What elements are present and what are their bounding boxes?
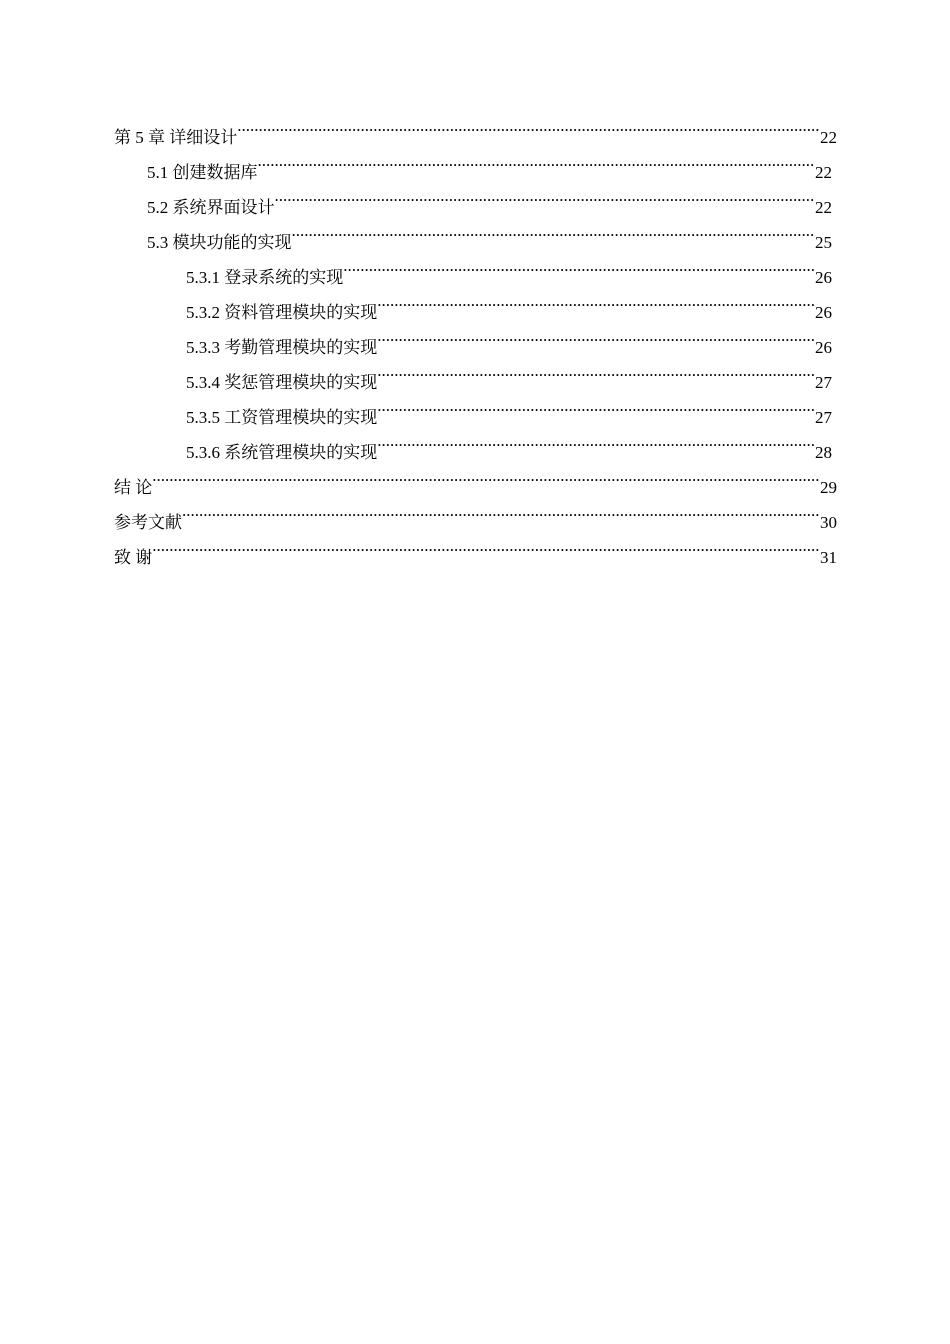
toc-dot-leader — [237, 108, 819, 143]
toc-dot-leader — [377, 318, 814, 353]
toc-entry-page: 28 — [815, 443, 832, 462]
toc-entry-title: 5.2 系统界面设计 — [147, 198, 275, 217]
toc-entry-page: 26 — [815, 303, 832, 322]
toc-entry-title: 5.3 模块功能的实现 — [147, 233, 292, 252]
toc-dot-leader — [152, 528, 819, 563]
toc-entry-chapter-5[interactable] — [114, 108, 837, 147]
toc-dot-leader — [377, 388, 814, 423]
toc-entry-page: 22 — [815, 198, 832, 217]
toc-dot-leader — [258, 143, 815, 178]
toc-entry-title: 5.3.5 工资管理模块的实现 — [186, 408, 378, 427]
toc-dot-leader — [152, 458, 819, 493]
toc-entry-title: 5.3.3 考勤管理模块的实现 — [186, 338, 378, 357]
toc-dot-leader — [377, 423, 814, 458]
toc-entry-page: 27 — [815, 373, 832, 392]
toc-dot-leader — [343, 248, 814, 283]
toc-entry-title: 5.3.1 登录系统的实现 — [186, 268, 344, 287]
toc-dot-leader — [377, 353, 814, 388]
toc-entry-conclusion[interactable] — [114, 458, 837, 497]
toc-dot-leader — [182, 493, 819, 528]
toc-entry-title: 5.3.2 资料管理模块的实现 — [186, 303, 378, 322]
toc-entry-page: 31 — [820, 548, 837, 567]
table-of-contents — [114, 108, 839, 567]
toc-entry-page: 29 — [820, 478, 837, 497]
toc-entry-page: 30 — [820, 513, 837, 532]
toc-entry-page: 26 — [815, 338, 832, 357]
toc-entry-title: 5.3.6 系统管理模块的实现 — [186, 443, 378, 462]
toc-entry-title: 致 谢 — [114, 548, 153, 567]
toc-entry-page: 22 — [815, 163, 832, 182]
toc-entry-title: 结 论 — [114, 478, 153, 497]
toc-entry-title: 参考文献 — [114, 513, 182, 532]
toc-dot-leader — [292, 213, 815, 248]
toc-entry-acknowledgements[interactable] — [114, 528, 837, 567]
toc-dot-leader — [377, 283, 814, 318]
toc-entry-title: 5.3.4 奖惩管理模块的实现 — [186, 373, 378, 392]
toc-entry-references[interactable] — [114, 493, 837, 532]
toc-entry-page: 27 — [815, 408, 832, 427]
toc-dot-leader — [275, 178, 815, 213]
toc-entry-page: 22 — [820, 128, 837, 147]
toc-entry-page: 26 — [815, 268, 832, 287]
toc-entry-title: 5.1 创建数据库 — [147, 163, 258, 182]
toc-entry-title: 第 5 章 详细设计 — [114, 128, 238, 147]
toc-entry-page: 25 — [815, 233, 832, 252]
